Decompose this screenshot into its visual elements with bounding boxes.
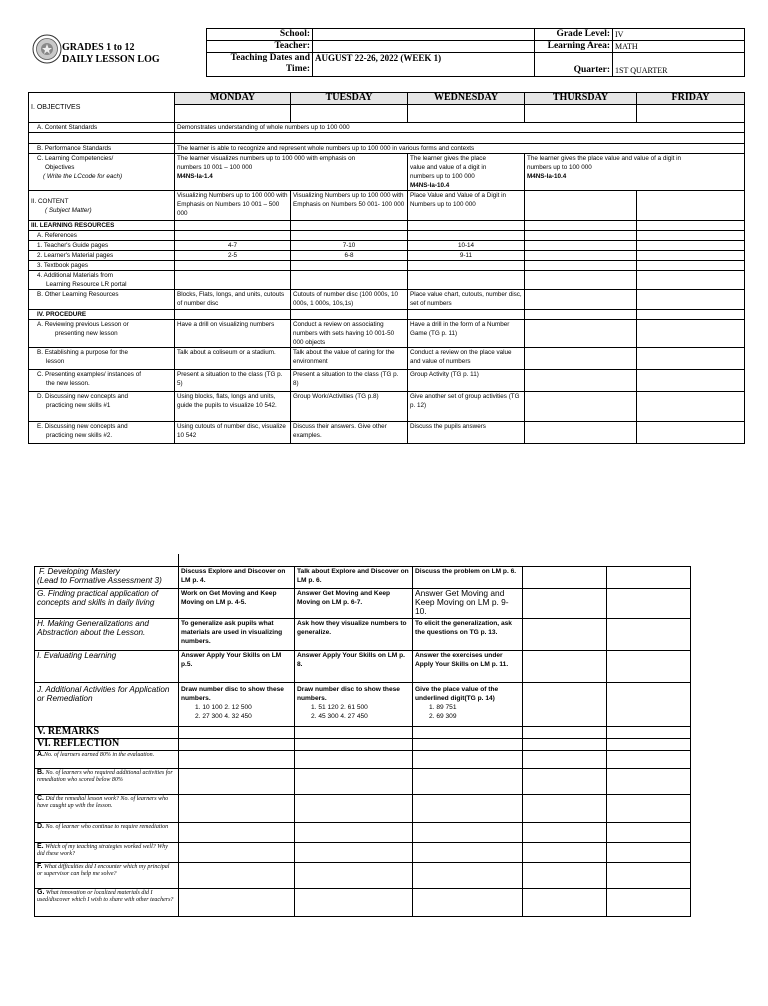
spacer-cell — [29, 133, 175, 144]
day-header-friday: FRIDAY — [637, 93, 745, 105]
cell[interactable] — [525, 261, 637, 271]
cell[interactable] — [175, 310, 291, 320]
proc-b-tuesday: Talk about the value of caring for the environment — [291, 348, 408, 370]
olr-wednesday: Place value chart, cutouts, number disc, set of numbers — [408, 290, 525, 310]
cell[interactable] — [179, 769, 295, 795]
lc-wed-line-3: numbers up to 100 000 — [410, 173, 475, 180]
learning-competencies-label — [29, 154, 175, 191]
lc-thu-line-1: The learner gives the place value and value of a digit in — [527, 155, 682, 162]
cell[interactable] — [637, 191, 745, 221]
header-info-table — [206, 28, 745, 77]
tg-wednesday: 10-14 — [408, 241, 525, 251]
cell[interactable] — [525, 105, 637, 123]
proc-f-monday: Discuss Explore and Discover on LM p. 4. — [179, 567, 295, 589]
proc-j-wednesday — [413, 683, 523, 727]
lc-monday — [175, 154, 408, 191]
reflection-g-letter: G. — [37, 889, 45, 896]
cell[interactable] — [179, 751, 295, 769]
cell[interactable] — [175, 221, 291, 231]
cell[interactable] — [179, 795, 295, 823]
cell[interactable] — [291, 261, 408, 271]
am-label-line-1: 4. Additional Materials from — [37, 272, 113, 279]
proc-g-tuesday: Answer Get Moving and Keep Moving on LM p. 6-7. — [295, 589, 413, 619]
cell[interactable] — [179, 727, 295, 739]
cell[interactable] — [413, 727, 523, 739]
lc-mon-line-2: numbers 10 001 – 100 000 — [177, 164, 253, 171]
lc-mon-code: M4NS-Ia-1.4 — [177, 173, 213, 180]
cell[interactable] — [295, 795, 413, 823]
cell[interactable] — [408, 261, 525, 271]
cell[interactable] — [637, 241, 745, 251]
quarter-label: Quarter: — [535, 53, 613, 77]
lesson-log-table-continued — [34, 566, 691, 917]
reflection-c — [35, 795, 179, 823]
teacher-label: Teacher: — [207, 41, 313, 53]
cell[interactable] — [637, 320, 745, 348]
cell[interactable] — [607, 589, 691, 619]
proc-b-line-1: B. Establishing a purpose for the — [37, 349, 129, 356]
learning-area-label: Learning Area: — [535, 41, 613, 53]
cell[interactable] — [523, 863, 607, 889]
cell[interactable] — [525, 191, 637, 221]
cell[interactable] — [607, 651, 691, 683]
cell[interactable] — [637, 221, 745, 231]
am-label-line-2: Learning Resource LR portal — [46, 281, 127, 288]
lm-monday: 2-5 — [175, 251, 291, 261]
proc-g-monday: Work on Get Moving and Keep Moving on LM p. 4-5. — [179, 589, 295, 619]
cell[interactable] — [637, 422, 745, 444]
proc-i-wednesday: Answer the exercises under Apply Your Skills on LM p. 11. — [413, 651, 523, 683]
content-standards-label: A. Content Standards — [29, 123, 175, 133]
day-header-tuesday: TUESDAY — [291, 93, 408, 105]
learners-material-label: 2. Learner's Material pages — [29, 251, 175, 261]
cell[interactable] — [523, 727, 607, 739]
proc-h-tuesday: Ask how they visualize numbers to generalize. — [295, 619, 413, 651]
j-wed-head: Give the place value of the underlined digit(TG p. 14) — [415, 686, 499, 702]
reflection-a-letter: A. — [37, 751, 44, 758]
proc-d-line-2: practicing new skills #1 — [46, 402, 111, 409]
cell[interactable] — [525, 241, 637, 251]
proc-f-line-2: (Lead to Formative Assessment 3) — [37, 576, 162, 585]
content-sub-label: ( Subject Matter) — [45, 206, 92, 214]
content-monday: Visualizing Numbers up to 100 000 with Emphasis on Numbers 10 001 – 500 000 — [175, 191, 291, 221]
cell[interactable] — [413, 843, 523, 863]
cell[interactable] — [408, 105, 525, 123]
cell[interactable] — [525, 290, 637, 310]
cell[interactable] — [607, 769, 691, 795]
additional-materials-label — [29, 271, 175, 290]
proc-h-wednesday: To elicit the generalization, ask the questions on TG p. 13. — [413, 619, 523, 651]
cell[interactable] — [413, 795, 523, 823]
lc-thu-code: M4NS-Ia-10.4 — [527, 173, 567, 180]
proc-i-tuesday: Answer Apply Your Skills on LM p. 8. — [295, 651, 413, 683]
cell[interactable] — [179, 889, 295, 917]
proc-g-wednesday: Answer Get Moving and Keep Moving on LM p. 9-10. — [413, 589, 523, 619]
reflection-f — [35, 863, 179, 889]
j-wed-item-1: 1. 89 751 — [429, 704, 457, 711]
cell[interactable] — [523, 769, 607, 795]
proc-d-monday: Using blocks, flats, longs and units, guide the pupils to visualize 10 542. — [175, 392, 291, 422]
cell[interactable] — [408, 310, 525, 320]
proc-e-line-1: E. Discussing new concepts and — [37, 423, 128, 430]
lc-thu-line-2: numbers up to 100 000 — [527, 164, 592, 171]
cell[interactable] — [523, 751, 607, 769]
reflection-f-text: What difficulties did I encounter which my principal or supervisor can help me solve? — [37, 864, 170, 877]
cell[interactable] — [523, 823, 607, 843]
proc-a-line-1: A. Reviewing previous Lesson or — [37, 321, 129, 328]
cell[interactable] — [291, 231, 408, 241]
dll-title — [62, 42, 160, 66]
cell[interactable] — [413, 863, 523, 889]
reflection-f-letter: F. — [37, 863, 43, 870]
day-header-thursday: THURSDAY — [525, 93, 637, 105]
cell[interactable] — [295, 727, 413, 739]
cell[interactable] — [523, 739, 607, 751]
cell[interactable] — [175, 231, 291, 241]
proc-d-wednesday: Give another set of group activities (TG p. 12) — [408, 392, 525, 422]
proc-c-label — [29, 370, 175, 392]
cell[interactable] — [523, 651, 607, 683]
cell[interactable] — [295, 843, 413, 863]
title-line-1: GRADES 1 to 12 — [62, 42, 135, 53]
j-mon-item-2: 2. 27 300 4. 32 450 — [195, 713, 252, 720]
j-tue-head: Draw number disc to show these numbers. — [297, 686, 400, 702]
cell[interactable] — [607, 843, 691, 863]
proc-e-monday: Using cutouts of number disc, visualize 10 542 — [175, 422, 291, 444]
lc-label-line-1: C. Learning Competencies/ — [37, 155, 114, 162]
j-wed-item-2: 2. 69 309 — [429, 713, 457, 720]
day-header-wednesday: WEDNESDAY — [408, 93, 525, 105]
procedure-heading: IV. PROCEDURE — [29, 310, 175, 320]
cell[interactable] — [525, 221, 637, 231]
cell[interactable] — [295, 769, 413, 795]
objectives-heading: I. OBJECTIVES — [29, 93, 175, 123]
teacher-field[interactable] — [313, 41, 535, 53]
proc-a-wednesday: Have a drill in the form of a Number Game (TG p. 11) — [408, 320, 525, 348]
proc-i-label: I. Evaluating Learning — [35, 651, 179, 683]
cell[interactable] — [637, 370, 745, 392]
cell[interactable] — [295, 751, 413, 769]
title-line-2: DAILY LESSON LOG — [62, 54, 160, 65]
cell[interactable] — [525, 231, 637, 241]
cell[interactable] — [413, 889, 523, 917]
cell[interactable] — [637, 310, 745, 320]
cell[interactable] — [291, 271, 408, 290]
cell[interactable] — [175, 271, 291, 290]
reflection-heading: VI. REFLECTION — [35, 739, 179, 751]
reflection-d-letter: D. — [37, 823, 44, 830]
cell[interactable] — [525, 370, 637, 392]
cell[interactable] — [637, 348, 745, 370]
grade-level-label: Grade Level: — [535, 29, 613, 41]
learning-resources-heading: III. LEARNING RESOURCES — [29, 221, 175, 231]
cell[interactable] — [607, 739, 691, 751]
proc-j-label: J. Additional Activities for Application or Remediation — [35, 683, 179, 727]
reflection-d-text: No. of learner who continue to require remediation — [44, 824, 169, 830]
cell[interactable] — [523, 795, 607, 823]
content-heading — [29, 191, 175, 221]
cell[interactable] — [607, 889, 691, 917]
cell[interactable] — [295, 863, 413, 889]
reflection-b — [35, 769, 179, 795]
column-tick-mark — [178, 554, 179, 566]
cell[interactable] — [175, 105, 291, 123]
lc-wed-line-2: value and value of a digit in — [410, 164, 487, 171]
cell[interactable] — [295, 739, 413, 751]
tg-monday: 4-7 — [175, 241, 291, 251]
proc-f-line-1: F. Developing Mastery — [39, 567, 120, 576]
proc-c-tuesday: Present a situation to the class (TG p. 8) — [291, 370, 408, 392]
lc-mon-line-1: The learner visualizes numbers up to 100 000 with emphasis on — [177, 155, 356, 162]
cell[interactable] — [607, 795, 691, 823]
j-mon-item-1: 1. 10 100 2. 12 500 — [195, 704, 252, 711]
reflection-e-text: Which of my teaching strategies worked well? Why did these work? — [37, 844, 168, 857]
proc-h-monday: To generalize ask pupils what materials are used in visualizing numbers. — [179, 619, 295, 651]
content-label: II. CONTENT — [31, 197, 69, 205]
teaching-dates-label-1: Teaching Dates and — [230, 53, 310, 63]
proc-i-monday: Answer Apply Your Skills on LM p.5. — [179, 651, 295, 683]
cell[interactable] — [525, 422, 637, 444]
cell[interactable] — [291, 310, 408, 320]
cell[interactable] — [525, 348, 637, 370]
proc-f-tuesday: Talk about Explore and Discover on LM p. 6. — [295, 567, 413, 589]
proc-b-monday: Talk about a coliseum or a stadium. — [175, 348, 291, 370]
teaching-dates-field[interactable]: AUGUST 22-26, 2022 (WEEK 1) — [313, 53, 535, 77]
quarter-field[interactable]: 1ST QUARTER — [613, 53, 745, 77]
cell[interactable] — [637, 231, 745, 241]
cell[interactable] — [179, 739, 295, 751]
content-wednesday: Place Value and Value of a Digit in Numbers up to 100 000 — [408, 191, 525, 221]
cell[interactable] — [523, 843, 607, 863]
cell[interactable] — [295, 889, 413, 917]
proc-a-label — [29, 320, 175, 348]
cell[interactable] — [295, 823, 413, 843]
performance-standards-value: The learner is able to recognize and represent whole numbers up to 100 000 in various forms and contexts — [175, 144, 745, 154]
proc-c-line-2: the new lesson. — [46, 380, 90, 387]
proc-b-label — [29, 348, 175, 370]
reflection-a — [35, 751, 179, 769]
proc-c-monday: Present a situation to the class (TG p. 5) — [175, 370, 291, 392]
lm-tuesday: 6-8 — [291, 251, 408, 261]
cell[interactable] — [413, 739, 523, 751]
learning-area-field[interactable]: MATH — [613, 41, 745, 53]
teaching-dates-label — [207, 53, 313, 77]
cell[interactable] — [525, 271, 637, 290]
cell[interactable] — [525, 392, 637, 422]
cell[interactable] — [637, 251, 745, 261]
cell[interactable] — [179, 843, 295, 863]
tg-tuesday: 7-10 — [291, 241, 408, 251]
cell[interactable] — [179, 823, 295, 843]
lm-wednesday: 9-11 — [408, 251, 525, 261]
cell[interactable] — [607, 683, 691, 727]
reflection-c-text: Did the remedial lesson work? No. of learners who have caught up with the lesson. — [37, 796, 169, 809]
j-mon-head: Draw number disc to show these numbers. — [181, 686, 284, 702]
proc-e-line-2: practicing new skills #2. — [46, 432, 113, 439]
cell[interactable] — [291, 105, 408, 123]
proc-a-line-2: presenting new lesson — [55, 330, 118, 337]
reflection-b-letter: B. — [37, 769, 44, 776]
cell[interactable] — [525, 320, 637, 348]
cell[interactable] — [523, 589, 607, 619]
cell[interactable] — [291, 221, 408, 231]
olr-monday: Blocks, Flats, longs, and units, cutouts of number disc — [175, 290, 291, 310]
proc-b-line-2: lesson — [46, 358, 65, 365]
reflection-d — [35, 823, 179, 843]
cell[interactable] — [637, 392, 745, 422]
references-label: A. References — [29, 231, 175, 241]
proc-c-line-1: C. Presenting examples/ instances of — [37, 371, 141, 378]
proc-f-label — [35, 567, 179, 589]
other-resources-label: B. Other Learning Resources — [29, 290, 175, 310]
proc-e-wednesday: Discuss the pupils answers — [408, 422, 525, 444]
lc-wed-code: M4NS-Ia-10.4 — [410, 182, 450, 189]
lc-thursday — [525, 154, 745, 191]
cell[interactable] — [523, 889, 607, 917]
proc-h-label: H. Making Generalizations and Abstraction about the Lesson. — [35, 619, 179, 651]
proc-d-label — [29, 392, 175, 422]
cell[interactable] — [637, 290, 745, 310]
lc-wednesday — [408, 154, 525, 191]
cell[interactable] — [607, 567, 691, 589]
lc-wed-line-1: The learner gives the place — [410, 155, 486, 162]
cell[interactable] — [637, 105, 745, 123]
cell[interactable] — [607, 863, 691, 889]
olr-tuesday: Cutouts of number disc (100 000s, 10 000s, 1 000s, 10s,1s) — [291, 290, 408, 310]
reflection-e-letter: E. — [37, 843, 44, 850]
cell[interactable] — [523, 567, 607, 589]
lesson-log-table — [28, 92, 745, 444]
cell[interactable] — [523, 619, 607, 651]
cell[interactable] — [607, 727, 691, 739]
proc-f-wednesday: Discuss the problem on LM p. 6. — [413, 567, 523, 589]
cell[interactable] — [413, 823, 523, 843]
reflection-b-text: No. of learners who required additional activities for remediation who scored below 80% — [37, 770, 173, 783]
cell[interactable] — [607, 823, 691, 843]
school-label: School: — [207, 29, 313, 41]
performance-standards-label: B. Performance Standards — [29, 144, 175, 154]
content-standards-value: Demonstrates understanding of whole numbers up to 100 000 — [175, 123, 745, 133]
proc-g-label: G. Finding practical application of concepts and skills in daily living — [35, 589, 179, 619]
cell[interactable] — [179, 863, 295, 889]
proc-j-monday — [179, 683, 295, 727]
proc-e-label — [29, 422, 175, 444]
teaching-dates-label-2: Time: — [285, 64, 310, 74]
proc-j-tuesday — [295, 683, 413, 727]
proc-c-wednesday: Group Activity (TG p. 11) — [408, 370, 525, 392]
lc-label-line-2: Objectives — [45, 164, 75, 171]
spacer-cell — [175, 133, 745, 144]
cell[interactable] — [523, 683, 607, 727]
j-tue-item-1: 1. 51 120 2. 61 500 — [311, 704, 368, 711]
reflection-e — [35, 843, 179, 863]
cell[interactable] — [607, 751, 691, 769]
cell[interactable] — [637, 261, 745, 271]
proc-e-tuesday: Discuss their answers. Give other examples. — [291, 422, 408, 444]
proc-b-wednesday: Conduct a review on the place value and value of numbers — [408, 348, 525, 370]
j-tue-item-2: 2. 45 300 4. 27 450 — [311, 713, 368, 720]
cell[interactable] — [607, 619, 691, 651]
textbook-label: 3. Textbook pages — [29, 261, 175, 271]
lc-label-line-3: ( Write the LCcode for each) — [43, 173, 123, 180]
cell[interactable] — [175, 261, 291, 271]
cell[interactable] — [408, 231, 525, 241]
grade-level-field[interactable]: IV — [613, 29, 745, 41]
remarks-heading: V. REMARKS — [35, 727, 179, 739]
cell[interactable] — [525, 310, 637, 320]
day-header-monday: MONDAY — [175, 93, 291, 105]
cell[interactable] — [637, 271, 745, 290]
proc-a-monday: Have a drill on visualizing numbers — [175, 320, 291, 348]
proc-a-tuesday: Conduct a review on associating numbers with sets having 10 001-50 000 objects — [291, 320, 408, 348]
teachers-guide-label: 1. Teacher's Guide pages — [29, 241, 175, 251]
cell[interactable] — [413, 751, 523, 769]
proc-d-line-1: D. Discussing new concepts and — [37, 393, 129, 400]
reflection-c-letter: C. — [37, 795, 44, 802]
cell[interactable] — [408, 271, 525, 290]
reflection-a-text: No. of learners earned 80% in the evaluation. — [44, 752, 155, 758]
cell[interactable] — [408, 221, 525, 231]
reflection-g-text: What innovation or localized materials did I used/discover which I wish to share with other teachers? — [37, 890, 174, 903]
content-tuesday: Visualizing Numbers up to 100 000 with Emphasis on Numbers 50 001- 100 000 — [291, 191, 408, 221]
school-field[interactable] — [313, 29, 535, 41]
deped-seal-icon — [32, 34, 62, 64]
cell[interactable] — [525, 251, 637, 261]
reflection-g — [35, 889, 179, 917]
proc-d-tuesday: Group Work/Activities (TG p.8) — [291, 392, 408, 422]
cell[interactable] — [413, 769, 523, 795]
